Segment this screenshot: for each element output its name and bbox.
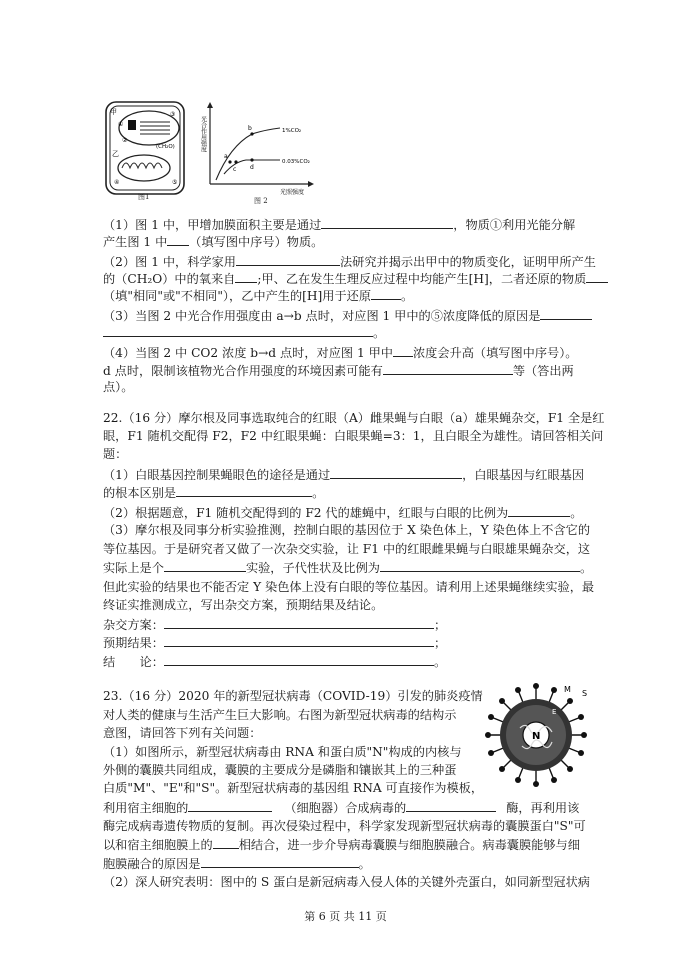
q23-line-2: 对人类的健康与生活产生巨大影响。右图为新型冠状病毒的结构示 <box>103 708 457 722</box>
fig2-ylabel: 光合作用强度 <box>199 116 207 152</box>
q22-line-10: 但此实验的结果也不能否定 Y 染色体上没有白眼的等位基因。请利用上述果蝇继续实验，最 <box>103 580 595 594</box>
fig1-label-1: ① <box>118 121 124 128</box>
figure-2 <box>196 100 316 208</box>
q23-line-5: 外侧的囊膜共同组成，囊膜的主要成分是磷脂和镶嵌其上的三种蛋 <box>103 763 457 777</box>
q22-line-6: （2）根据题意，F1 随机交配得到的 F2 代的雄蝇中，红眼与白眼的比例为 。 <box>103 506 583 520</box>
point-c <box>234 160 237 163</box>
virus-label-m: M <box>564 685 571 694</box>
curve-003pct-label: 0.03%CO₂ <box>282 159 310 165</box>
q23-line-3: 意图，请回答下列有关问题： <box>103 726 262 740</box>
q23-line-1: 23.（16 分）2020 年的新型冠状病毒（COVID-19）引发的肺炎疫情 <box>103 689 483 703</box>
point-a <box>228 160 231 163</box>
q21-line-8: （4）当图 2 中 CO2 浓度 b→d 点时，对应图 1 甲中 浓度会升高（填写图中序号）。 <box>103 346 578 360</box>
q22-line-12: 杂交方案： ； <box>103 618 447 632</box>
fig1-label-jia: 甲 <box>110 108 117 116</box>
virus-diagram <box>478 680 596 790</box>
q22-line-7: （3）摩尔根及同事分析实验推测，控制白眼的基因位于 X 染色体上，Y 染色体上不含它的 <box>103 523 591 537</box>
q21-line-2: 产生图 1 中 （填写图中序号）物质。 <box>103 235 324 249</box>
q23-line-8: 酶完成病毒遗传物质的复制。再次侵染过程中，科学家发现新型冠状病毒的囊膜蛋白"S"可 <box>103 819 586 833</box>
cell-diagram <box>104 100 188 204</box>
fig1-label-4: ④ <box>114 179 120 186</box>
curve-1pct-label: 1%CO₂ <box>282 128 302 134</box>
virus-figure <box>478 680 596 790</box>
virus-label-n: N <box>532 731 541 742</box>
virus-label-s: S <box>582 689 588 698</box>
point-a-label: a <box>224 153 228 160</box>
q22-line-13: 预期结果： ； <box>103 636 447 650</box>
point-b <box>250 132 253 135</box>
figure-1 <box>104 100 188 204</box>
q21-line-5: （填"相同"或"不相同"），乙中产生的[H]用于还原 。 <box>103 289 414 303</box>
q21-line-4: 的（CH₂O）中的氧来自 ;甲、乙在发生生理反应过程中均能产生[H]，二者还原的物质 <box>103 270 608 287</box>
q23-line-9: 以和宿主细胞膜上的 相结合，进一步介导病毒囊膜与细胞膜融合。病毒囊膜能够与细 <box>103 838 580 852</box>
page-footer: 第 6 页 共 11 页 <box>304 910 387 923</box>
virus-label-e: E <box>552 708 557 716</box>
q22-line-4: （1）白眼基因控制果蝇眼色的途径是通过 ，白眼基因与红眼基因 <box>103 468 585 482</box>
q21-line-3: （2）图 1 中，科学家用 法研究并揭示出甲中的物质变化，证明甲所产生 <box>103 255 596 269</box>
q22-line-9: 实际上是个 实验，子代性状及比例为 。 <box>103 561 593 575</box>
q21-line-10: 点）。 <box>103 380 134 394</box>
q22-line-8: 等位基因。于是研究者又做了一次杂交实验，让 F1 中的红眼雌果蝇与白眼雄果蝇杂交，这 <box>103 542 591 556</box>
fig1-label-yi: 乙 <box>112 150 119 158</box>
q22-line-2: 眼，F1 随机交配得 F2，F2 中红眼果蝇：白眼果蝇=3：1，且白眼全为雄性。请回答相关问 <box>103 429 604 443</box>
fig2-xlabel: 光照强度 <box>280 189 305 196</box>
q23-line-7: 利用宿主细胞的 （细胞器）合成病毒的 酶，再利用该 <box>103 801 580 815</box>
point-c-label: c <box>233 166 237 173</box>
fig1-label-3: ③ <box>170 111 176 118</box>
q23-line-10: 胞膜融合的原因是 。 <box>103 857 371 871</box>
fig1-label-ch2o: (CH₂O) <box>156 144 175 150</box>
q23-line-4: （1）如图所示，新型冠状病毒由 RNA 和蛋白质"N"构成的内核与 <box>103 745 462 759</box>
q22-line-11: 终证实推测成立，写出杂交方案，预期结果及结论。 <box>103 598 384 612</box>
fig1-label-2: ② <box>122 137 128 144</box>
point-d <box>250 158 253 161</box>
light-curve-chart <box>196 100 316 204</box>
fig1-label-5: ⑤ <box>172 179 178 186</box>
q22-line-14: 结 论： 。 <box>103 655 447 669</box>
fig2-caption: 图 2 <box>254 197 268 205</box>
point-b-label: b <box>248 125 252 132</box>
q21-line-6: （3）当图 2 中光合作用强度由 a→b 点时，对应图 1 甲中的⑤浓度降低的原因是 <box>103 307 592 324</box>
q23-line-6: 白质"M"、"E"和"S"。新型冠状病毒的基因组 RNA 可直接作为模板， <box>103 781 484 795</box>
fig1-caption: 图1 <box>138 193 150 201</box>
q22-line-5: 的根本区别是 。 <box>103 486 325 500</box>
q22-line-3: 题： <box>103 447 128 461</box>
point-d-label: d <box>250 164 254 171</box>
q21-line-7: 。 <box>103 324 385 341</box>
q23-line-11: （2）深人研究表明：图中的 S 蛋白是新冠病毒入侵人体的关键外壳蛋白，如同新型冠状病 <box>103 875 590 889</box>
q21-line-1: （1）图 1 中，甲增加膜面积主要是通过 ，物质①利用光能分解 <box>103 218 576 232</box>
q21-line-9: d 点时，限制该植物光合作用强度的环境因素可能有 等（答出两 <box>103 364 574 378</box>
q22-line-1: 22.（16 分）摩尔根及同事选取纯合的红眼（A）雌果蝇与白眼（a）雄果蝇杂交，F1 全是红 <box>103 411 605 425</box>
